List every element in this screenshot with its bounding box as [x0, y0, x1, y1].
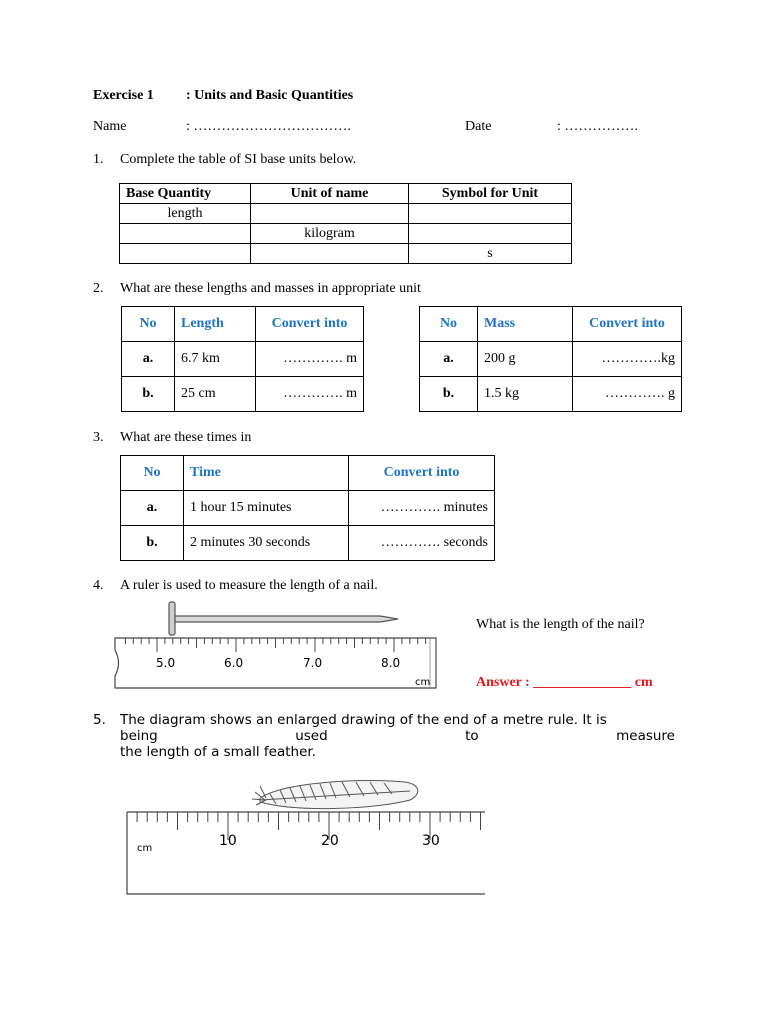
ruler-unit: cm [137, 843, 153, 854]
q3-number: 3. [93, 430, 104, 445]
q4-text: A ruler is used to measure the length of a nail. [120, 578, 378, 593]
answer-blank[interactable] [256, 342, 364, 377]
mass-table [419, 306, 682, 412]
table-header: Mass [478, 307, 573, 342]
row-no: b. [420, 377, 478, 412]
ruler-label: 20 [321, 833, 339, 849]
q2-text: What are these lengths and masses in appropriate unit [120, 281, 421, 296]
table-header: Time [184, 456, 349, 491]
unit: g [668, 386, 675, 401]
table-cell[interactable] [409, 204, 572, 224]
q1-text: Complete the table of SI base units below. [120, 152, 357, 167]
q1-number: 1. [93, 152, 104, 167]
table-cell[interactable] [251, 244, 409, 264]
blank-dots: …………. [283, 351, 347, 366]
length-value: 25 cm [175, 377, 256, 412]
blank-dots: …………. [380, 535, 444, 550]
q4-number: 4. [93, 578, 104, 593]
table-header: Symbol for Unit [409, 184, 572, 204]
feather-icon [252, 781, 418, 809]
answer-blank[interactable] [573, 377, 682, 412]
row-no: a. [420, 342, 478, 377]
table-header: Convert into [349, 456, 495, 491]
ruler-label: 7.0 [303, 656, 323, 670]
q5-line2 [120, 728, 675, 744]
table-header: Length [175, 307, 256, 342]
ruler-unit: cm [415, 677, 431, 688]
nail-icon [169, 602, 398, 635]
blank-dots: …………. [380, 500, 444, 515]
answer-blank[interactable] [349, 526, 495, 561]
answer-blank[interactable] [573, 342, 682, 377]
table-header: Base Quantity [120, 184, 251, 204]
unit: seconds [443, 535, 488, 550]
unit: kg [661, 351, 675, 366]
table-header: No [122, 307, 175, 342]
answer-blank[interactable] [349, 491, 495, 526]
table-cell[interactable] [251, 204, 409, 224]
table-header: Unit of name [251, 184, 409, 204]
row-no: b. [121, 526, 184, 561]
answer-blank[interactable] [256, 377, 364, 412]
table-cell: s [409, 244, 572, 264]
answer-line[interactable]: Answer : ______________ cm [476, 675, 653, 690]
ruler-label: 5.0 [156, 656, 176, 670]
si-units-table [119, 183, 572, 264]
table-cell[interactable] [409, 224, 572, 244]
blank-dots: …………. [601, 351, 661, 366]
table-header: No [420, 307, 478, 342]
exercise-label: Exercise 1 [93, 88, 154, 103]
blank-dots: …………. [283, 386, 347, 401]
q2-number: 2. [93, 281, 104, 296]
row-no: a. [122, 342, 175, 377]
q5-word: measure [616, 728, 675, 744]
date-blank: : ……………. [557, 119, 638, 134]
row-no: b. [122, 377, 175, 412]
ruler-label: 6.0 [224, 656, 244, 670]
ruler-label: 10 [219, 833, 237, 849]
exercise-title: : Units and Basic Quantities [186, 88, 354, 103]
q5-line1: The diagram shows an enlarged drawing of the end of a metre rule. It is [120, 712, 607, 728]
time-table [120, 455, 495, 561]
table-header: No [121, 456, 184, 491]
unit: m [346, 386, 357, 401]
name-label: Name [93, 119, 127, 134]
table-cell[interactable] [120, 224, 251, 244]
nail-ruler-diagram [110, 600, 440, 692]
name-blank: : ……………………………. [186, 119, 351, 134]
q4-question: What is the length of the nail? [476, 617, 645, 632]
table-header: Convert into [573, 307, 682, 342]
ruler-body [127, 812, 485, 894]
feather-ruler-diagram [120, 772, 490, 898]
table-cell: kilogram [251, 224, 409, 244]
blank-dots: …………. [605, 386, 668, 401]
row-no: a. [121, 491, 184, 526]
q5-word: used [295, 728, 328, 744]
q5-number: 5. [93, 712, 106, 728]
q5-word: being [120, 728, 158, 744]
ruler-label: 30 [422, 833, 440, 849]
mass-value: 1.5 kg [478, 377, 573, 412]
time-value: 2 minutes 30 seconds [184, 526, 349, 561]
mass-value: 200 g [478, 342, 573, 377]
ruler-label: 8.0 [381, 656, 401, 670]
q3-text: What are these times in [120, 430, 252, 445]
q5-line3: the length of a small feather. [120, 744, 316, 760]
q5-word: to [465, 728, 479, 744]
length-value: 6.7 km [175, 342, 256, 377]
table-cell: length [120, 204, 251, 224]
unit: minutes [443, 500, 488, 515]
table-cell[interactable] [120, 244, 251, 264]
time-value: 1 hour 15 minutes [184, 491, 349, 526]
length-table [121, 306, 364, 412]
date-label: Date [465, 119, 492, 134]
unit: m [346, 351, 357, 366]
table-header: Convert into [256, 307, 364, 342]
